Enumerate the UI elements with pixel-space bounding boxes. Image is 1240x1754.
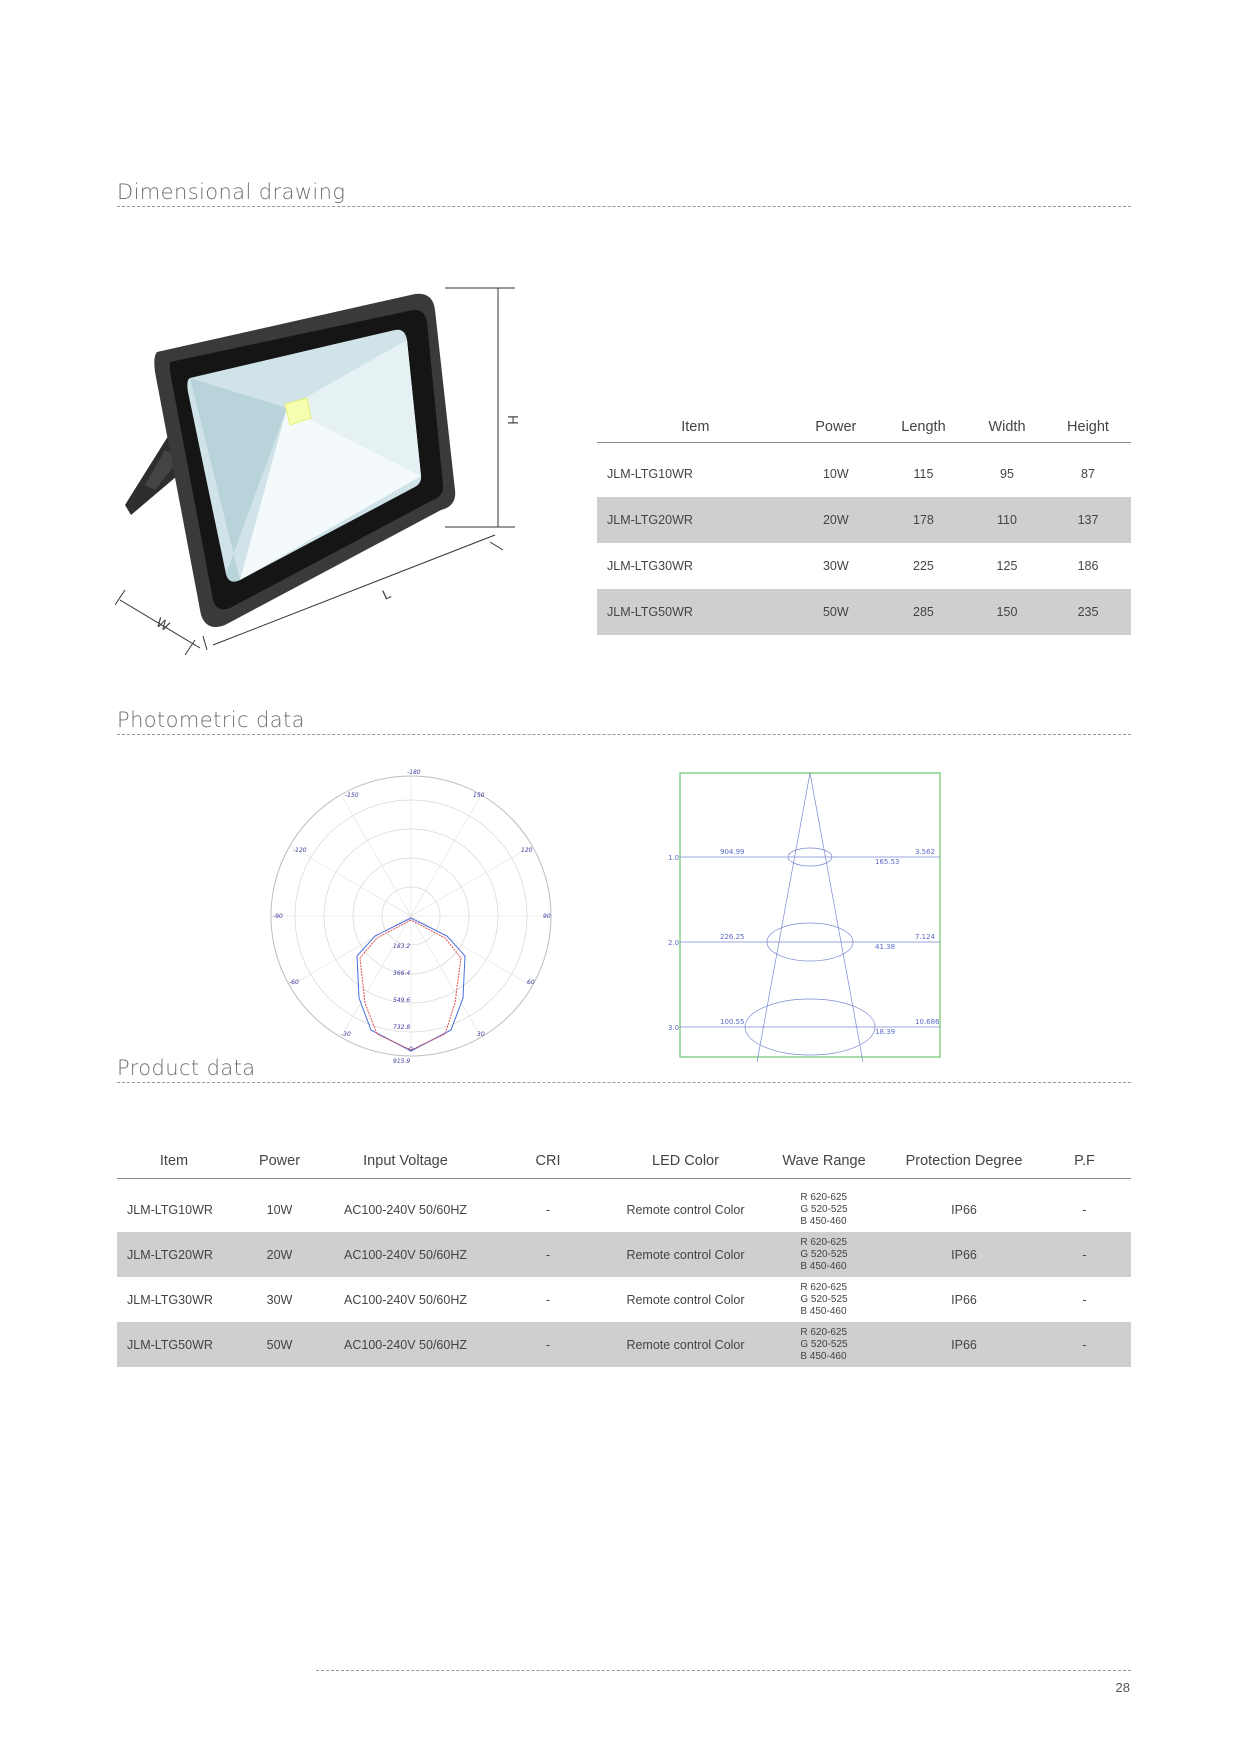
radial-label: 183.2 <box>393 943 411 950</box>
prod-cell-color: Remote control Color <box>626 1292 745 1307</box>
prod-header-protection: Protection Degree <box>890 1144 1038 1179</box>
prod-cell-power: 20W <box>231 1232 328 1277</box>
radial-label: 732.8 <box>393 1024 411 1031</box>
prod-cell-item: JLM-LTG30WR <box>127 1292 213 1307</box>
prod-cell-wave <box>758 1232 890 1277</box>
prod-cell-pf: - <box>1082 1292 1087 1307</box>
table-row <box>597 589 1131 635</box>
cone-illuminance-chart <box>665 772 955 1062</box>
prod-cell-color: Remote control Color <box>613 1232 758 1277</box>
dim-cell: 87 <box>1081 467 1095 481</box>
dim-cell: 30W <box>822 559 849 573</box>
table-row <box>117 1322 1131 1367</box>
dim-cell: 235 <box>1045 589 1131 635</box>
dim-cell: JLM-LTG10WR <box>607 467 693 481</box>
distance-label: 3.0 <box>668 1024 680 1032</box>
prod-header-cri: CRI <box>483 1144 613 1179</box>
prod-cell-cri: - <box>545 1202 551 1217</box>
prod-header-pf: P.F <box>1038 1144 1131 1179</box>
table-row <box>117 1232 1131 1277</box>
angle-label: -30 <box>341 1031 351 1038</box>
dim-header-width: Width <box>969 411 1045 443</box>
prod-cell-voltage: AC100-240V 50/60HZ <box>328 1322 483 1367</box>
dim-cell: 115 <box>913 467 934 481</box>
prod-cell-cri: - <box>483 1322 613 1367</box>
angle-label: -120 <box>293 847 307 854</box>
diameter-label: 3.562 <box>915 848 936 856</box>
product-table-header <box>117 1144 1131 1179</box>
prod-cell-power: 10W <box>266 1202 293 1217</box>
table-row <box>117 1187 1131 1232</box>
dim-header-length: Length <box>878 411 969 443</box>
table-row <box>597 451 1131 497</box>
dimension-table <box>597 411 1131 635</box>
dimension-table-header <box>597 411 1131 443</box>
dim-header-power: Power <box>794 411 878 443</box>
dim-header-item: Item <box>597 411 794 443</box>
dim-cell: 125 <box>996 559 1018 573</box>
wave-r: R 620-625 <box>800 1326 848 1338</box>
prod-cell-ip: IP66 <box>890 1232 1038 1277</box>
angle-label: 90 <box>543 913 551 920</box>
dim-cell: 186 <box>1077 559 1099 573</box>
prod-header-voltage: Input Voltage <box>328 1144 483 1179</box>
dim-cell: 50W <box>794 589 878 635</box>
prod-cell-power: 50W <box>231 1322 328 1367</box>
floodlight-drawing <box>115 280 535 660</box>
section-title-photometric: Photometric data <box>117 708 1131 735</box>
width-label: W <box>153 615 172 635</box>
wave-b: B 450-460 <box>800 1215 847 1227</box>
dim-cell: 178 <box>878 497 969 543</box>
illuminance-label: 100.55 <box>720 1018 745 1026</box>
dim-header-height: Height <box>1045 411 1131 443</box>
length-label: L <box>380 586 394 604</box>
dim-cell: JLM-LTG50WR <box>597 589 794 635</box>
center-label: 18.39 <box>875 1028 896 1036</box>
height-label: H <box>504 415 519 425</box>
prod-cell-color: Remote control Color <box>626 1202 745 1217</box>
center-label: 165.53 <box>875 858 900 866</box>
prod-cell-ip: IP66 <box>951 1202 977 1217</box>
prod-cell-ip: IP66 <box>951 1292 977 1307</box>
prod-cell-voltage: AC100-240V 50/60HZ <box>344 1202 467 1217</box>
prod-header-led-color: LED Color <box>613 1144 758 1179</box>
dim-cell: 20W <box>794 497 878 543</box>
angle-label: -150 <box>345 792 359 799</box>
dim-cell: 137 <box>1045 497 1131 543</box>
red-curve <box>360 920 461 1050</box>
polar-distribution-chart <box>265 768 565 1068</box>
prod-cell-wave <box>758 1277 890 1322</box>
wave-r: R 620-625 <box>800 1191 848 1203</box>
wave-g: G 520-525 <box>800 1338 848 1350</box>
wave-g: G 520-525 <box>800 1248 848 1260</box>
distance-label: 1.0 <box>668 854 680 862</box>
wave-b: B 450-460 <box>800 1260 847 1272</box>
prod-cell-power: 30W <box>266 1292 293 1307</box>
wave-g: G 520-525 <box>800 1293 848 1305</box>
prod-cell-pf: - <box>1038 1322 1131 1367</box>
prod-cell-item: JLM-LTG10WR <box>127 1202 213 1217</box>
angle-label: -90 <box>273 913 283 920</box>
illuminance-label: 226.25 <box>720 933 745 941</box>
wave-r: R 620-625 <box>800 1236 848 1248</box>
wave-r: R 620-625 <box>800 1281 848 1293</box>
diameter-label: 7.124 <box>915 933 936 941</box>
dim-cell: 225 <box>913 559 934 573</box>
prod-cell-cri: - <box>545 1292 551 1307</box>
dim-cell: 285 <box>878 589 969 635</box>
prod-header-power: Power <box>231 1144 328 1179</box>
prod-cell-pf: - <box>1038 1232 1131 1277</box>
angle-label: 30 <box>477 1031 485 1038</box>
wave-b: B 450-460 <box>800 1350 847 1362</box>
prod-header-item: Item <box>117 1144 231 1179</box>
diameter-label: 10.686 <box>915 1018 940 1026</box>
prod-cell-ip: IP66 <box>890 1322 1038 1367</box>
prod-header-wave-range: Wave Range <box>758 1144 890 1179</box>
angle-label: 150 <box>473 792 485 799</box>
prod-cell-pf: - <box>1082 1202 1087 1217</box>
page-number: 28 <box>1115 1680 1130 1695</box>
footer-divider <box>316 1670 1131 1671</box>
section-title-dimensional: Dimensional drawing <box>117 180 1131 207</box>
prod-cell-color: Remote control Color <box>613 1322 758 1367</box>
radial-label: 366.4 <box>393 970 411 977</box>
wave-g: G 520-525 <box>800 1203 848 1215</box>
section-title-product: Product data <box>117 1056 1131 1083</box>
radial-label: 915.9 <box>393 1058 411 1065</box>
distance-label: 2.0 <box>668 939 680 947</box>
dim-cell: 95 <box>1000 467 1014 481</box>
table-row <box>597 543 1131 589</box>
angle-label: 0 <box>409 1046 413 1053</box>
product-data-table <box>117 1144 1131 1367</box>
prod-cell-item: JLM-LTG50WR <box>117 1322 231 1367</box>
prod-cell-cri: - <box>483 1232 613 1277</box>
illuminance-label: 904.99 <box>720 848 745 856</box>
wave-b: B 450-460 <box>800 1305 847 1317</box>
dim-cell: 10W <box>822 467 849 481</box>
dim-cell: JLM-LTG20WR <box>597 497 794 543</box>
angle-label: 60 <box>527 979 535 986</box>
prod-cell-wave <box>758 1322 890 1367</box>
dim-cell: JLM-LTG30WR <box>607 559 693 573</box>
prod-cell-voltage: AC100-240V 50/60HZ <box>344 1292 467 1307</box>
dim-cell: 150 <box>969 589 1045 635</box>
table-row <box>597 497 1131 543</box>
angle-label: -180 <box>407 769 421 776</box>
dim-cell: 110 <box>969 497 1045 543</box>
radial-label: 549.6 <box>393 997 411 1004</box>
angle-label: -60 <box>289 979 299 986</box>
prod-cell-wave <box>758 1187 890 1232</box>
angle-label: 120 <box>521 847 533 854</box>
prod-cell-item: JLM-LTG20WR <box>117 1232 231 1277</box>
center-label: 41.38 <box>875 943 896 951</box>
table-row <box>117 1277 1131 1322</box>
prod-cell-voltage: AC100-240V 50/60HZ <box>328 1232 483 1277</box>
